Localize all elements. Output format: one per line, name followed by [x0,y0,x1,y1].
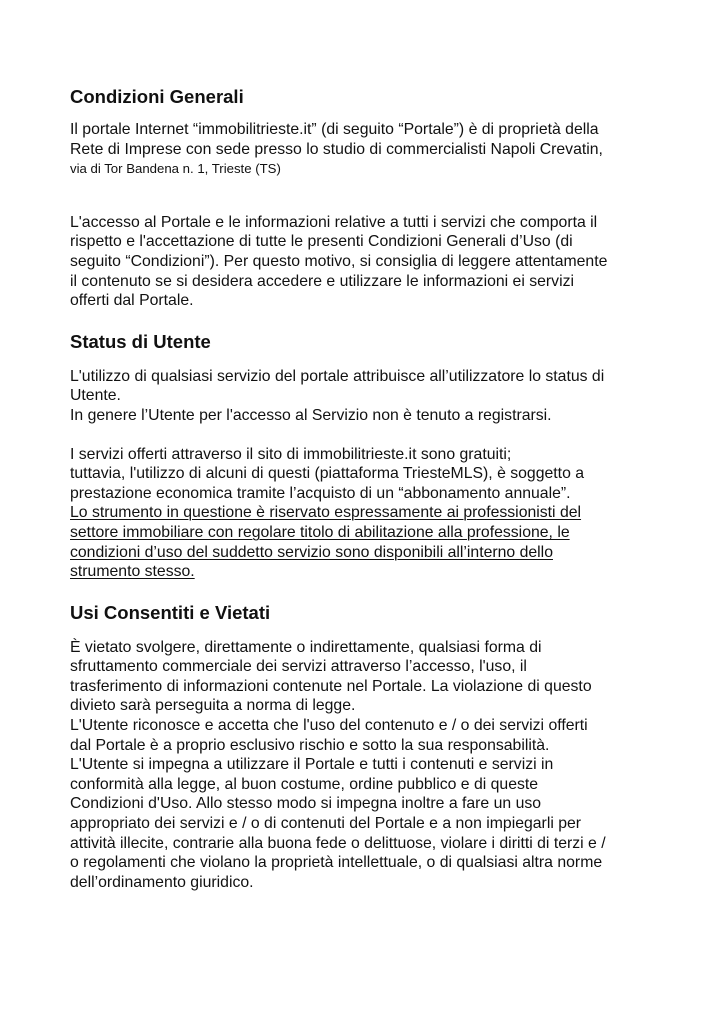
triestemls-link[interactable]: Lo strumento in questione è riservato espressamente ai professionisti del settore immobiliare con regolare titolo di abilitazione alla professione, le condizioni d’uso del suddetto servizio sono disponibili all’interno dello strumento stesso. [70,504,582,581]
services-text: I servizi offerti attraverso il sito di immobilitrieste.it sono gratuiti; tuttavia, l'utilizzo di alcuni di questi (piattaforma TriesteMLS), è soggetto a prestazione economica tramite l’acquisto di un “abbonamento annuale”. [70,445,585,502]
heading-status-di-utente: Status di Utente [70,330,211,352]
document-page [70,84,660,892]
paragraph-usage-rules: È vietato svolgere, direttamente o indirettamente, qualsiasi forma di sfruttamento commerciale dei servizi attraverso l’accesso, l'uso, il trasferimento di informazioni contenute nel Portale. La violazione di questo divieto sarà perseguita a norma di legge. L'Utente riconosce e accetta che l'uso del contenuto e / o dei servizi offerti dal Portale è a proprio esclusivo rischio e sotto la sua responsabilità. L'Utente si impegna a utilizzare il Portale e tutti i contenuti e servizi in conformità alla legge, al buon costume, ordine pubblico e di queste Condizioni d'Uso. Allo stesso modo si impegna inoltre a fare un uso appropriato dei servizi e / o di contenuti del Portale e a non impiegarli per attività illecite, contrarie alla buona fede o delittuose, violare i diritti di terzi e / o regolamenti che violano la proprietà intellettuale, o di qualsiasi altra norme dell’ordinamento giuridico. [70,638,606,891]
address-text: via di Tor Bandena n. 1, Trieste (TS) [70,161,281,177]
paragraph-ownership [70,120,660,179]
heading-usi-consentiti: Usi Consentiti e Vietati [70,601,271,623]
heading-condizioni-generali: Condizioni Generali [70,86,244,107]
paragraph-status: L'utilizzo di qualsiasi servizio del portale attribuisce all’utilizzatore lo status di Utente. In genere l’Utente per l'accesso al Servizio non è tenuto a registrarsi. [70,367,605,424]
paragraph-services [70,445,660,582]
paragraph-access: L'accesso al Portale e le informazioni relative a tutti i servizi che comporta il rispetto e l'accettazione di tutte le presenti Condizioni Generali d’Uso (di seguito “Condizioni”). Per questo motivo, si consiglia di leggere attentamente il contenuto se si desidera accedere e utilizzare le informazioni ei servizi offerti dal Portale. [70,213,608,310]
ownership-text: Il portale Internet “immobilitrieste.it” (di seguito “Portale”) è di proprietà della Rete di Imprese con sede presso lo studio di commercialisti Napoli Crevatin, [70,121,603,158]
